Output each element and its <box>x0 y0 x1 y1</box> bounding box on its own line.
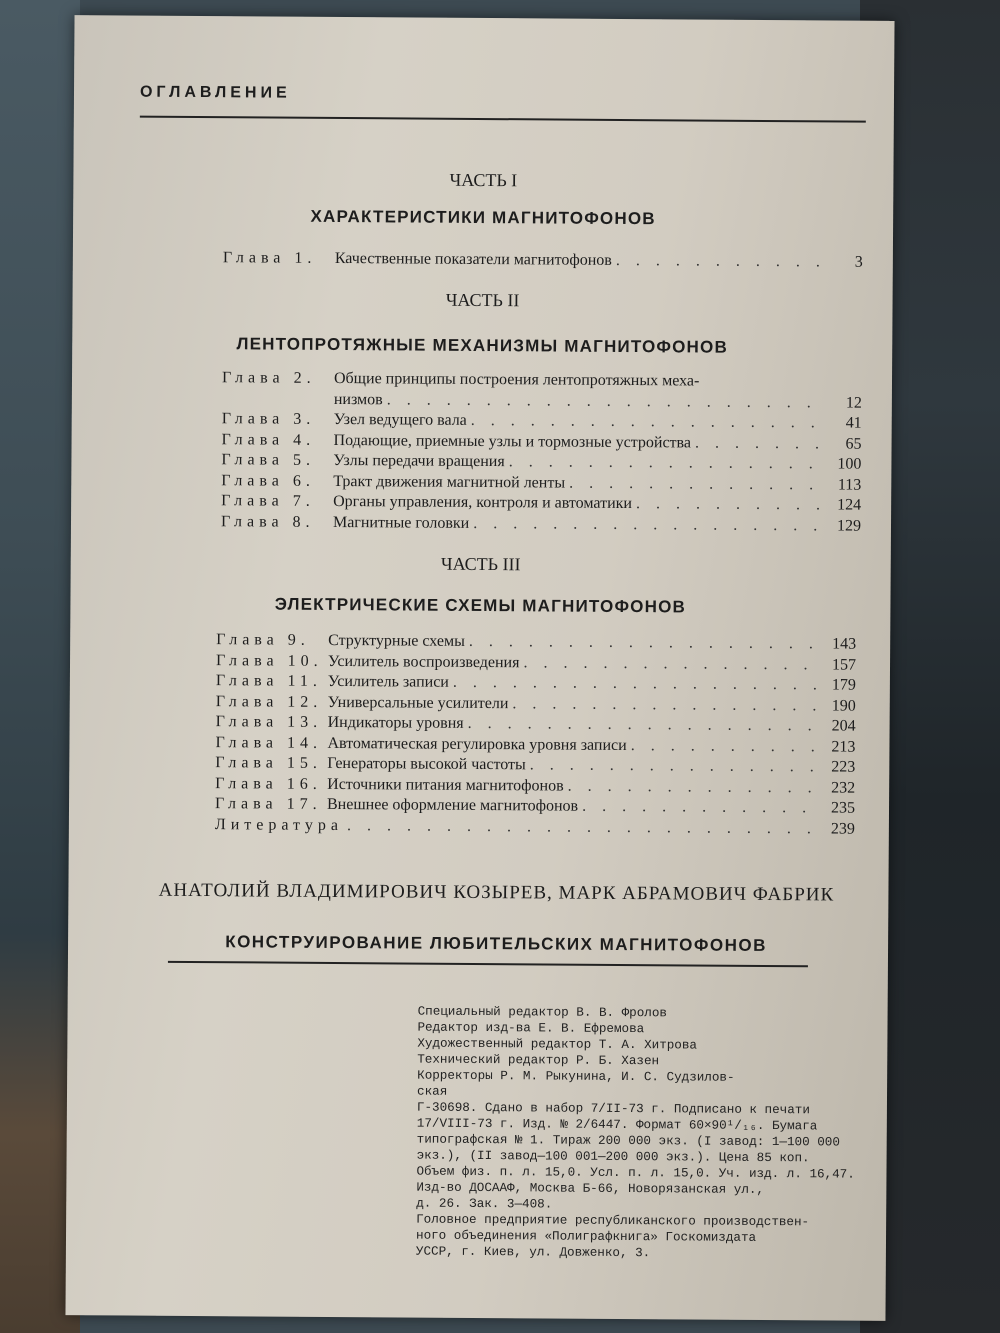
part-3-title: ЭЛЕКТРИЧЕСКИЕ СХЕМЫ МАГНИТОФОНОВ <box>274 594 687 617</box>
page-number: 65 <box>845 435 862 453</box>
chapter-title: Органы управления, контроля и автоматики <box>333 492 633 513</box>
chapter-number: Глава 5. <box>221 451 316 469</box>
part-2-toc <box>221 368 862 536</box>
leader-dots <box>468 714 820 737</box>
part-1-toc <box>223 248 863 273</box>
page-number: 100 <box>837 455 862 473</box>
page-number: 204 <box>831 717 856 735</box>
leader-dots <box>453 673 820 696</box>
leader-dots <box>530 755 820 778</box>
imprint-line: экз.), (II завод—100 001—200 000 экз.). Цена 85 коп. <box>416 1148 810 1166</box>
chapter-title: Индикаторы уровня <box>327 713 464 732</box>
imprint-line: Редактор изд-ва Е. В. Ефремова <box>417 1020 645 1037</box>
leader-dots <box>582 797 819 819</box>
imprint-line: Г-30698. Сдано в набор 7/II-73 г. Подписано к печати <box>416 1100 810 1118</box>
leader-dots <box>695 433 826 454</box>
chapter-number: Глава 12. <box>215 692 323 711</box>
chapter-title: Генераторы высокой частоты <box>327 754 526 774</box>
chapter-number: Глава 14. <box>215 733 323 752</box>
page-number: 179 <box>831 676 856 694</box>
chapter-number: Глава 15. <box>215 754 322 772</box>
chapter-number: Глава 16. <box>215 774 322 793</box>
book-authors: АНАТОЛИЙ ВЛАДИМИРОВИЧ КОЗЫРЕВ, МАРК АБРАМОВИЧ ФАБРИК <box>158 879 835 906</box>
chapter-number: Глава 17. <box>214 795 322 813</box>
page-number: 12 <box>845 394 862 412</box>
chapter-title: Узел ведущего вала <box>333 410 467 429</box>
part-3-label: ЧАСТЬ III <box>440 553 521 575</box>
leader-dots <box>523 653 820 676</box>
leader-dots <box>616 251 827 273</box>
page-number: 143 <box>832 635 857 653</box>
chapter-number: Глава 4. <box>221 430 316 449</box>
header-rule <box>140 116 866 123</box>
leader-dots <box>471 411 826 434</box>
book-page <box>65 15 894 1321</box>
leader-dots <box>568 776 820 798</box>
leader-dots <box>473 513 825 536</box>
book-title: КОНСТРУИРОВАНИЕ ЛЮБИТЕЛЬСКИХ МАГНИТОФОНОВ <box>225 932 767 956</box>
imprint-line: 17/VIII-73 г. Изд. № 2/6447. Формат 60×90¹/₁₆. Бумага <box>416 1116 818 1134</box>
chapter-number: Глава 13. <box>215 713 323 731</box>
leader-dots <box>631 736 820 758</box>
page-number: 232 <box>831 778 856 797</box>
chapter-title: Усилитель воспроизведения <box>327 652 520 671</box>
imprint-line: типографская № 1. Тираж 200 000 экз. (I завод: 1—100 000 <box>416 1132 840 1150</box>
chapter-title: Источники питания магнитофонов <box>327 775 564 795</box>
page-number: 41 <box>845 414 862 432</box>
imprint-line: Объем физ. п. л. 15,0. Усл. п. л. 15,0. Уч. изд. л. 16,47. <box>416 1164 855 1182</box>
page-number: 239 <box>830 819 855 838</box>
page-number: 223 <box>831 758 856 776</box>
part-1-title: ХАРАКТЕРИСТИКИ МАГНИТОФОНОВ <box>310 206 656 229</box>
page-number: 157 <box>831 655 857 674</box>
chapter-title: Узлы передачи вращения <box>333 451 505 471</box>
part-2-title: ЛЕНТОПРОТЯЖНЫЕ МЕХАНИЗМЫ МАГНИТОФОНОВ <box>236 334 729 357</box>
leader-dots <box>347 816 819 840</box>
page-number: 213 <box>831 737 856 756</box>
toc-row <box>223 248 863 273</box>
leader-dots <box>512 694 819 717</box>
imprint-block <box>416 1004 858 1263</box>
chapter-title: Качественные показатели магнитофонов <box>334 249 612 269</box>
chapter-title: Подающие, приемные узлы и тормозные устройства <box>333 431 692 451</box>
chapter-title: Общие принципы построения лентопротяжных меха- <box>333 369 700 390</box>
imprint-line: Корректоры Р. М. Рыкунина, И. С. Судзилов- <box>417 1068 735 1085</box>
chapter-title: Усилитель записи <box>327 672 449 691</box>
imprint-line: Специальный редактор В. В. Фролов <box>417 1004 668 1021</box>
part-3-toc <box>215 630 856 839</box>
part-2-label: ЧАСТЬ II <box>445 289 520 311</box>
chapter-number: Глава 10. <box>215 651 323 670</box>
imprint-line: Технический редактор Р. Б. Хазен <box>417 1052 660 1069</box>
chapter-number: Глава 1. <box>222 249 317 267</box>
imprint-line: УССР, г. Киев, ул. Довженко, 3. <box>415 1244 651 1261</box>
chapter-number: Глава 2. <box>221 369 316 387</box>
chapter-title: Универсальные усилители <box>327 693 509 712</box>
chapter-title: Внешнее оформление магнитофонов <box>326 795 579 815</box>
page-number: 129 <box>836 516 862 535</box>
chapter-title: Магнитные головки <box>332 513 470 532</box>
page-number: 113 <box>837 475 862 494</box>
part-1-label: ЧАСТЬ I <box>449 169 518 191</box>
imprint-line: Художественный редактор Т. А. Хитрова <box>417 1036 698 1053</box>
page-number: 3 <box>854 253 863 271</box>
chapter-title: Структурные схемы <box>328 631 465 650</box>
toc-row <box>221 512 861 537</box>
chapter-number: Глава 6. <box>221 471 315 490</box>
toc-row <box>215 815 855 840</box>
chapter-number: Глава 9. <box>216 631 310 649</box>
chapter-number: Глава 3. <box>221 410 316 428</box>
page-number: 235 <box>830 799 856 817</box>
imprint-line: д. 26. Зак. 3—408. <box>416 1196 553 1212</box>
chapter-number: Глава 8. <box>220 512 315 531</box>
leader-dots <box>636 494 825 516</box>
page-number: 124 <box>837 496 862 514</box>
leader-dots <box>469 632 820 655</box>
chapter-number: Глава 11. <box>215 672 322 690</box>
literature-label: Литература <box>214 815 344 834</box>
imprint-line: ская <box>416 1084 448 1099</box>
leader-dots <box>569 473 825 495</box>
imprint-line: ного объединения «Полиграфкнига» Госкомиздата <box>415 1228 757 1245</box>
chapter-title: Автоматическая регулировка уровня записи <box>327 734 627 754</box>
page-header: ОГЛАВЛЕНИЕ <box>139 83 291 102</box>
leader-dots <box>509 452 826 475</box>
chapter-number: Глава 7. <box>221 492 315 510</box>
chapter-title: Тракт движения магнитной ленты <box>333 472 566 492</box>
chapter-title-continued: низмов <box>333 390 383 408</box>
imprint-line: Головное предприятие республиканского производствен- <box>416 1212 810 1230</box>
imprint-line: Изд-во ДОСААФ, Москва Б-66, Новорязанская ул., <box>416 1180 765 1197</box>
title-rule <box>168 961 808 967</box>
page-number: 190 <box>831 696 856 715</box>
